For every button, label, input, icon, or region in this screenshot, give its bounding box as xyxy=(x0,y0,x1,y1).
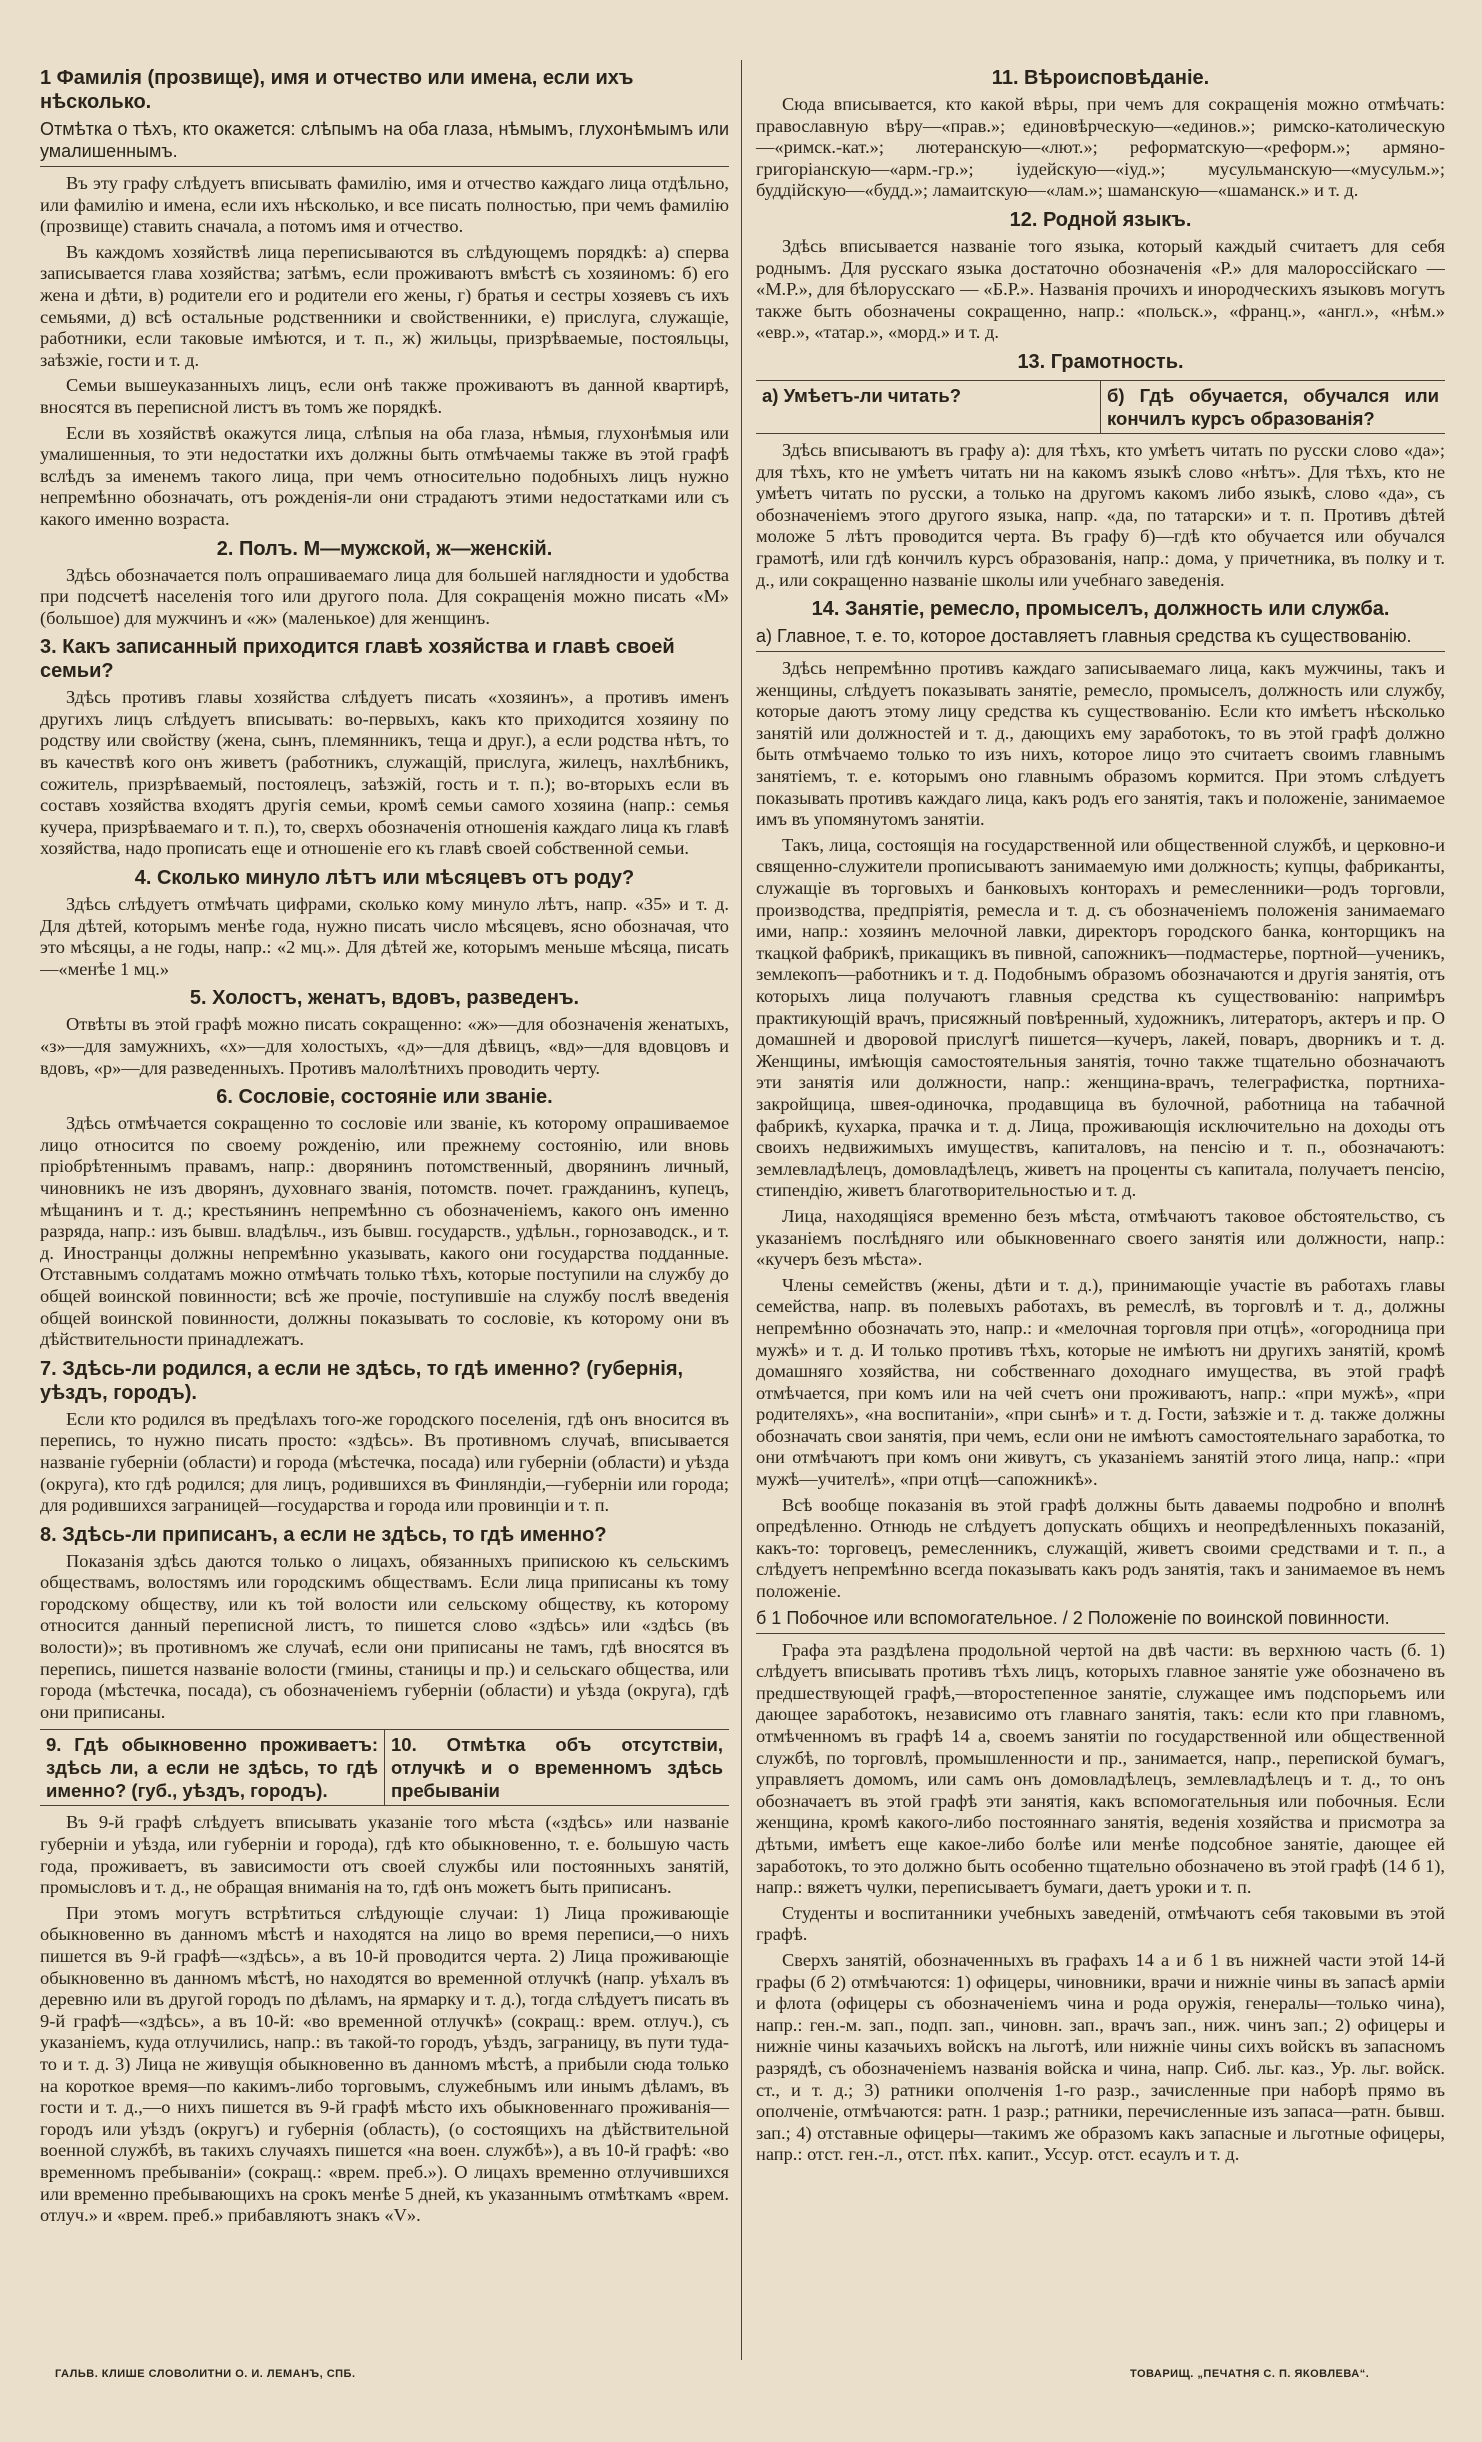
paragraph: Члены семействъ (жены, дѣти и т. д.), принимающіе участіе въ работахъ главы семейства, напр. въ полевыхъ работахъ, въ ремеслѣ, въ торговлѣ и т. д., должны непремѣнно обозначать это, напр.: и «мелочная торговля при отцѣ», «огородница при мужѣ» и т. д. И только противъ тѣхъ, которые не имѣютъ ни другихъ занятій, кромѣ домашняго хозяйства, ни собственнаго доходнаго имущества, въ этой графѣ отмѣчается, при комъ или на чей счетъ они проживаютъ, напр.: «при мужѣ», «при родителяхъ», «на воспитаніи», «при сынѣ» и т. д. Гости, заѣзжіе и т. д. также должны обозначать свои занятія, при чемъ, если они не имѣютъ самостоятельнаго заработка, то они отмѣчаютъ при комъ они живутъ, съ указаніемъ занятій этого лица, напр.: «при мужѣ—учителѣ», «при отцѣ—сапожникѣ». xyxy=(756,1274,1445,1490)
paragraph: Всѣ вообще показанія въ этой графѣ должны быть даваемы подробно и вполнѣ опредѣленно. Отнюдь не слѣдуетъ допускать общихъ и неопредѣленныхъ показаній, какъ-то: торговецъ, ремесленникъ, служащій, живетъ своими средствами и т. п., а слѣдуетъ непремѣнно всегда показывать какъ родъ занятія, такъ и занимаемое въ немъ положеніе. xyxy=(756,1494,1445,1602)
paragraph: Если кто родился въ предѣлахъ того-же городского поселенія, гдѣ онъ вносится въ перепись, то нужно писать просто: «здѣсь». Въ противномъ случаѣ, вписывается названіе губерніи (области) и города (мѣстечка, посада) или губерніи (области) и уѣзда (округа), кто гдѣ родился; для лицъ, родившихся въ Финляндіи,—губерніи или города; для родившихся заграницей—государства и города или провинціи и т. п. xyxy=(40,1408,729,1516)
section-heading: 9. Гдѣ обыкновенно проживаетъ: здѣсь ли, а если не здѣсь, то гдѣ именно? (губ., уѣздъ, городъ). xyxy=(46,1734,378,1802)
paragraph: Лица, находящіяся временно безъ мѣста, отмѣчаютъ таковое обстоятельство, съ указаніемъ послѣдняго или обыкновеннаго своего занятія или должности, напр.: «кучеръ безъ мѣста». xyxy=(756,1205,1445,1270)
section-heading: 13. Грамотность. xyxy=(1017,350,1184,373)
paragraph: Здѣсь непремѣнно противъ каждаго записываемаго лица, какъ мужчины, такъ и женщины, слѣдуетъ показывать занятіе, ремесло, промыселъ, должность или службу, которые даютъ этому лицу средства къ существованію. Если кто имѣетъ нѣсколько занятій или должностей и т. д., дающихъ ему заработокъ, то въ этой графѣ должно быть отмѣчаемо только то изъ нихъ, которое лицо это считаетъ своимъ главнымъ занятіемъ, т. е. которымъ оно главнымъ образомъ кормится. При этомъ слѣдуетъ показывать противъ каждаго лица, какъ родъ его занятія, такъ и положеніе, занимаемое имъ въ упомянутомъ занятіи. xyxy=(756,658,1445,830)
paragraph: При этомъ могутъ встрѣтиться слѣдующіе случаи: 1) Лица проживающіе обыкновенно въ данномъ мѣстѣ и находятся на лицо во время переписи,—о нихъ пишется въ 9-й графѣ—«здѣсь», а въ 10-й проводится черта. 2) Лица проживающіе обыкновенно въ данномъ мѣстѣ, но находятся во временной отлучкѣ (напр. уѣхалъ въ деревню или въ другой городъ по дѣламъ, на ярмарку и т. д.), тогда слѣдуетъ писать въ 9-й графѣ—«здѣсь», а въ 10-й: «во временной отлучкѣ» (сокращ.: врем. отлуч.), съ указаніемъ, куда отлучились, напр.: въ такой-то городъ, уѣздъ, заграницу, въ пути туда-то и т. д. 3) Лица не живущія обыкновенно въ данномъ мѣстѣ, а прибыли сюда только на короткое время—по какимъ-либо торговымъ, служебнымъ или инымъ дѣламъ, въ гости и т. д.,—о нихъ пишется въ 9-й графѣ мѣсто ихъ обыкновеннаго проживанія—городъ или уѣздъ (округъ) и губернія (область), (о состоящихъ на дѣйствительной военной службѣ, въ такихъ случаяхъ пишется «на воен. службѣ»), а въ 10-й графѣ: «во временномъ пребываніи» (сокращ.: «врем. преб.»). О лицахъ временно отлучившихся или временно пребывающихъ на срокъ менѣе 5 дней, къ указаннымъ отмѣткамъ «врем. отлуч.» и «врем. преб.» прибавляютъ знакъ «V». xyxy=(40,1902,729,2226)
section-heading: а) Умѣетъ-ли читать? xyxy=(762,384,962,406)
left-column xyxy=(40,60,742,2360)
section-heading: 2. Полъ. М—мужской, ж—женскій. xyxy=(216,537,553,560)
paragraph: Графа эта раздѣлена продольной чертой на двѣ части: въ верхнюю часть (б. 1) слѣдуетъ вписывать противъ тѣхъ лицъ, которыхъ главное занятіе уже обозначено въ предшествующей графѣ,—второстепенное занятіе, служащее имъ подспорьемъ или дающее заработокъ, независимо отъ главнаго занятія, такъ: если кто при главномъ, отмѣченномъ въ графѣ 14 а, своемъ занятіи по государственной или общественной службѣ, по торговлѣ, промышленности и пр., занимается, напр., перепиской бумагъ, управляетъ домомъ, или самъ онъ домовладѣлецъ, землевладѣлецъ и т. д., то онъ обозначаетъ въ этой графѣ эти занятія, какъ вспомогательныя или побочныя. Если женщина, кромѣ какого-либо постояннаго занятія, веденія хозяйства и присмотра за дѣтьми, имѣетъ еще какое-либо болѣе или менѣе подсобное занятіе, дающее ей заработокъ, то это должно быть особенно тщательно обозначено въ этой графѣ (14 б 1), напр.: вяжетъ чулки, переписываетъ бумаги, даетъ уроки и т. п. xyxy=(756,1639,1445,1898)
section-heading: 6. Сословіе, состояніе или званіе. xyxy=(216,1086,553,1109)
paragraph: Въ эту графу слѣдуетъ вписывать фамилію, имя и отчество каждаго лица отдѣльно, или фамилію и имена, если ихъ нѣсколько, и все писать полностью, при чемъ фамилію (прозвище) ставить сначала, а потомъ имя и отчество. xyxy=(40,173,729,237)
section-heading: 4. Сколько минуло лѣтъ или мѣсяцевъ отъ роду? xyxy=(134,867,635,890)
paragraph: Въ каждомъ хозяйствѣ лица переписываются въ слѣдующемъ порядкѣ: а) сперва записывается глава хозяйства; затѣмъ, если проживаютъ вмѣстѣ съ хозяиномъ: б) его жена и дѣти, в) родители его и родители его жены, г) братья и сестры хозяевъ съ ихъ семьями, д) всѣ остальные родственники и свойственники, е) прислуга, служащіе, работники, если таковые имѣются, и т. п., ж) жильцы, призрѣваемые, постояльцы, заѣзжіе, гости и т. д. xyxy=(40,241,729,370)
paragraph: Отвѣты въ этой графѣ можно писать сокращенно: «ж»—для обозначенія женатыхъ, «з»—для замужнихъ, «х»—для холостыхъ, «д»—для дѣвицъ, «вд»—для вдовцовъ и вдовъ, «р»—для разведенныхъ. Противъ малолѣтнихъ проводить черту. xyxy=(40,1014,729,1078)
subheading: Отмѣтка о тѣхъ, кто окажется: слѣпымъ на оба глаза, нѣмымъ, глухонѣмымъ или умалишеннымъ. xyxy=(40,118,729,167)
paragraph: Семьи вышеуказанныхъ лицъ, если онѣ также проживаютъ въ данной квартирѣ, вносятся въ переписной листъ въ томъ же порядкѣ. xyxy=(40,375,729,417)
paragraph: Студенты и воспитанники учебныхъ заведеній, отмѣчаютъ себя таковыми въ этой графѣ. xyxy=(756,1902,1445,1945)
section-heading: 7. Здѣсь-ли родился, а если не здѣсь, то гдѣ именно? (губернія, уѣздъ, городъ). xyxy=(40,1357,684,1404)
subheading: б 1 Побочное или вспомогательное. / 2 Положеніе по воинской повинности. xyxy=(756,1607,1445,1634)
footer-printer-left: ГАЛЬВ. КЛИШЕ СЛОВОЛИТНИ О. И. ЛЕМАНЪ, СПБ. xyxy=(55,2368,356,2380)
document-page xyxy=(40,60,1445,2360)
paragraph: Показанія здѣсь даются только о лицахъ, обязанныхъ припискою къ сельскимъ обществамъ, волостямъ или городскимъ обществамъ. Если лица приписаны къ тому городскому обществу, или къ той волости или сельскому обществу, къ которому относится данный переписной листъ, то пишется слово «здѣсь» или «здѣсь (въ волости)»; въ противномъ же случаѣ, если они приписаны не тамъ, гдѣ вносятся въ перепись, пишется названіе волости (гмины, станицы и пр.) и сельскаго общества, или города (мѣстечка, посада), съ обозначеніемъ губерніи (области) и уѣзда (округа), гдѣ они приписаны. xyxy=(40,1550,729,1722)
paragraph: Если въ хозяйствѣ окажутся лица, слѣпыя на оба глаза, нѣмыя, глухонѣмыя или умалишенныя, то эти недостатки ихъ должны быть отмѣчаемы также въ этой графѣ вслѣдъ за именемъ такого лица, при чемъ относительно подобныхъ лицъ нужно непремѣнно обозначать, отъ рожденія-ли они страдаютъ этими недостатками или съ какого именно возраста. xyxy=(40,422,729,529)
subheading: а) Главное, т. е. то, которое доставляетъ главныя средства къ существованію. xyxy=(756,625,1445,652)
paragraph: Здѣсь слѣдуетъ отмѣчать цифрами, сколько кому минуло лѣтъ, напр. «35» и т. д. Для дѣтей, которымъ менѣе года, нужно писать число мѣсяцевъ, ясно обозначая, что это мѣсяцы, а не годы, напр.: «2 мц.». Для дѣтей же, которымъ меньше мѣсяца, писать—«менѣе 1 мц.» xyxy=(40,894,729,979)
section-heading: 5. Холостъ, женатъ, вдовъ, разведенъ. xyxy=(189,987,580,1010)
paragraph: Въ 9-й графѣ слѣдуетъ вписывать указаніе того мѣста («здѣсь» или названіе губерніи и уѣзда, или губерніи и города), гдѣ кто обыкновенно, т. е. большую часть года, проживаетъ, въ зависимости отъ своей службы или постоянныхъ занятій, промысловъ и т. д., не обращая вниманія на то, гдѣ онъ можетъ быть приписанъ. xyxy=(40,1812,729,1898)
section-heading: 10. Отмѣтка объ отсутствіи, отлучкѣ и о временномъ здѣсь пребываніи xyxy=(384,1730,729,1805)
section-heading: 1 Фамилія (прозвище), имя и отчество или имена, если ихъ нѣсколько. xyxy=(40,67,634,113)
paragraph: Здѣсь обозначается полъ опрашиваемаго лица для большей наглядности и удобства при подсчетѣ населенія того или другого пола. Для сокращенія можно писать «М» (большое) для мужчинъ и «ж» (маленькое) для женщинъ. xyxy=(40,564,729,628)
section-heading: 8. Здѣсь-ли приписанъ, а если не здѣсь, то гдѣ именно? xyxy=(40,1523,607,1546)
section-heading: 3. Какъ записанный приходится главѣ хозяйства и главѣ своей семьи? xyxy=(40,636,675,683)
paragraph: Здѣсь вписывается названіе того языка, который каждый считаетъ для себя роднымъ. Для русскаго языка достаточно обозначенія «Р.» для малороссійскаго — «М.Р.», для бѣлорусскаго — «Б.Р.». Названія прочихъ и инородческихъ языковъ могутъ также быть обозначены сокращенно, напр.: «польск.», «франц.», «англ.», «нѣм.» «евр.», «татар.», «морд.» и т. д. xyxy=(756,235,1445,343)
footer-printer-right: ТОВАРИЩ. „ПЕЧАТНЯ С. П. ЯКОВЛЕВА“. xyxy=(1130,2368,1370,2380)
split-heading xyxy=(40,1729,729,1806)
paragraph: Такъ, лица, состоящія на государственной или общественной службѣ, и церковно-и священно-служители прописываютъ занимаемую ими должность; купцы, фабриканты, служащіе въ торговыхъ и банковыхъ конторахъ и ремесленники—родъ торговли, производства, предпріятія, ремесла и т. д. съ обозначеніемъ положенія занимаемаго ими, напр.: хозяинъ мелочной лавки, директоръ городского банка, конторщикъ на ткацкой фабрикѣ, прикащикъ въ пивной, сапожникъ—подмастерье, портной—ученикъ, землекопъ—работникъ и т. д. Подобнымъ образомъ обозначаются и другія занятія, отъ которыхъ лица получаютъ главныя средства къ существованію: напримѣръ практикующій врачъ, присяжный повѣренный, художникъ, литераторъ, актеръ и пр. О домашней и дворовой прислугѣ пишется—кучеръ, лакей, поваръ, дворникъ и т. д. Женщины, имѣющія самостоятельныя занятія, точно также тщательно обозначаютъ эти занятія или должности, напр.: женщина-врачъ, телеграфистка, портниха-закройщица, швея-одиночка, продавщица въ булочной, работница на табачной фабрикѣ, кухарка, прачка и т. д. Лица, проживающія исключительно на доходы отъ своихъ недвижимыхъ имуществъ, капиталовъ, на пенсію и т. п., обозначаютъ: землевладѣлецъ, домовладѣлецъ, живетъ на проценты съ капитала, получаетъ пенсію, стипендію, живетъ благотворительностью и т. д. xyxy=(756,834,1445,1201)
paragraph: Сверхъ занятій, обозначенныхъ въ графахъ 14 а и б 1 въ нижней части этой 14-й графы (б 2) отмѣчаются: 1) офицеры, чиновники, врачи и нижніе чины въ запасѣ арміи и флота (офицеры съ обозначеніемъ чина и рода оружія, генералы—только чина), напр.: ген.-м. зап., подп. зап., чиновн. зап., врачъ зап., ниж. чинъ зап.; 2) офицеры и нижніе чины казачьихъ войскъ на льготѣ, или нижніе чины сихъ войскъ въ запасномъ разрядѣ, съ обозначеніемъ названія войска и чина, напр. Сиб. льг. каз., Ур. льг. войск. ст., и т. д.; 3) ратники ополченія 1-го разр., зачисленные при наборѣ прямо въ ополченіе, отмѣчаются: ратн. 1 разр.; ратники, перечисленные изъ запаса—ратн. бывш. зап.; 4) отставные офицеры—такимъ же образомъ какъ запасные и льготные офицеры, напр.: отст. ген.-л., отст. пѣх. капит., Уссур. отст. есаулъ и т. д. xyxy=(756,1949,1445,2165)
paragraph: Сюда вписывается, кто какой вѣры, при чемъ для сокращенія можно отмѣчать: православную вѣру—«прав.»; единовѣрческую—«единов.»; римско-католическую—«римск.-кат.»; лютеранскую—«лют.»; реформатскую—«реформ.»; армяно-григоріанскую—«арм.-гр.»; іудейскую—«іуд.»; мусульманскую—«мусульм.»; буддійскую—«будд.»; ламаитскую—«лам.»; шаманскую—«шаманск.» и т. д. xyxy=(756,94,1445,201)
split-heading xyxy=(756,380,1445,434)
section-heading: 11. Вѣроисповѣданіе. xyxy=(991,67,1210,89)
section-heading: 14. Занятіе, ремесло, промыселъ, должность или служба. xyxy=(811,598,1390,621)
paragraph: Здѣсь отмѣчается сокращенно то сословіе или званіе, къ которому опрашиваемое лицо относится по своему рожденію, или прежнему состоянію, или вновь пріобрѣтеннымъ правамъ, напр.: дворянинъ потомственный, дворянинъ личный, чиновникъ не изъ дворянъ, духовнаго званія, потомств. почет. гражданинъ, купецъ, мѣщанинъ и т. д.; крестьянинъ непремѣнно съ обозначеніемъ, какого онъ именно разряда, напр.: изъ бывш. владѣльч., изъ бывш. государств., удѣльн., горнозаводск., и т. д. Иностранцы должны непремѣнно указывать, какого они государства подданные. Отставнымъ солдатамъ можно отмѣчать только тѣхъ, которые поступили на службу до общей воинской повинности; всѣ же прочіе, поступившіе на службу послѣ введенія общей воинской повинности, должны показывать то сословіе, къ которому они въ дѣйствительности принадлежатъ. xyxy=(40,1113,729,1350)
section-heading: б) Гдѣ обучается, обучался или кончилъ курсъ образованія? xyxy=(1100,381,1445,433)
paragraph: Здѣсь противъ главы хозяйства слѣдуетъ писать «хозяинъ», а противъ именъ другихъ лицъ слѣдуетъ вписывать: во-первыхъ, какъ кто приходится хозяину по родству или свойству (жена, сынъ, племянникъ, теща и друг.), а если родства нѣтъ, то въ качествѣ кого онъ живетъ (работникъ, служащій, прислуга, жилецъ, нахлѣбникъ, сожитель, призрѣваемый, постоялецъ, заѣзжій, гость и т. п.); во-вторыхъ если въ составъ хозяйства входятъ другія семьи, кромѣ семьи самого хозяина (напр.: семья кучера, призрѣваемаго и т. п.), то, сверхъ обозначенія отношенія каждаго лица къ главѣ хозяйства, надо прописать еще и отношеніе его къ главѣ своей собственной семьи. xyxy=(40,687,729,859)
section-heading: 12. Родной языкъ. xyxy=(1009,208,1192,231)
right-column xyxy=(742,60,1445,2360)
paragraph: Здѣсь вписываютъ въ графу а): для тѣхъ, кто умѣетъ читать по русски слово «да»; для тѣхъ, кто не умѣетъ читать ни на какомъ языкѣ слово «нѣтъ». Для тѣхъ, кто не умѣетъ читать по русски, а только на другомъ какомъ либо языкѣ, слово «да», съ обозначеніемъ этого другого языка, напр. «да, по татарски» и т. п. Противъ дѣтей моложе 5 лѣтъ проводится черта. Въ графу б)—гдѣ кто обучается или обучался грамотѣ, или гдѣ кончилъ курсъ образованія, напр.: дома, у причетника, въ полку и т. д., или сокращенно названіе школы или учебнаго заведенія. xyxy=(756,439,1445,590)
